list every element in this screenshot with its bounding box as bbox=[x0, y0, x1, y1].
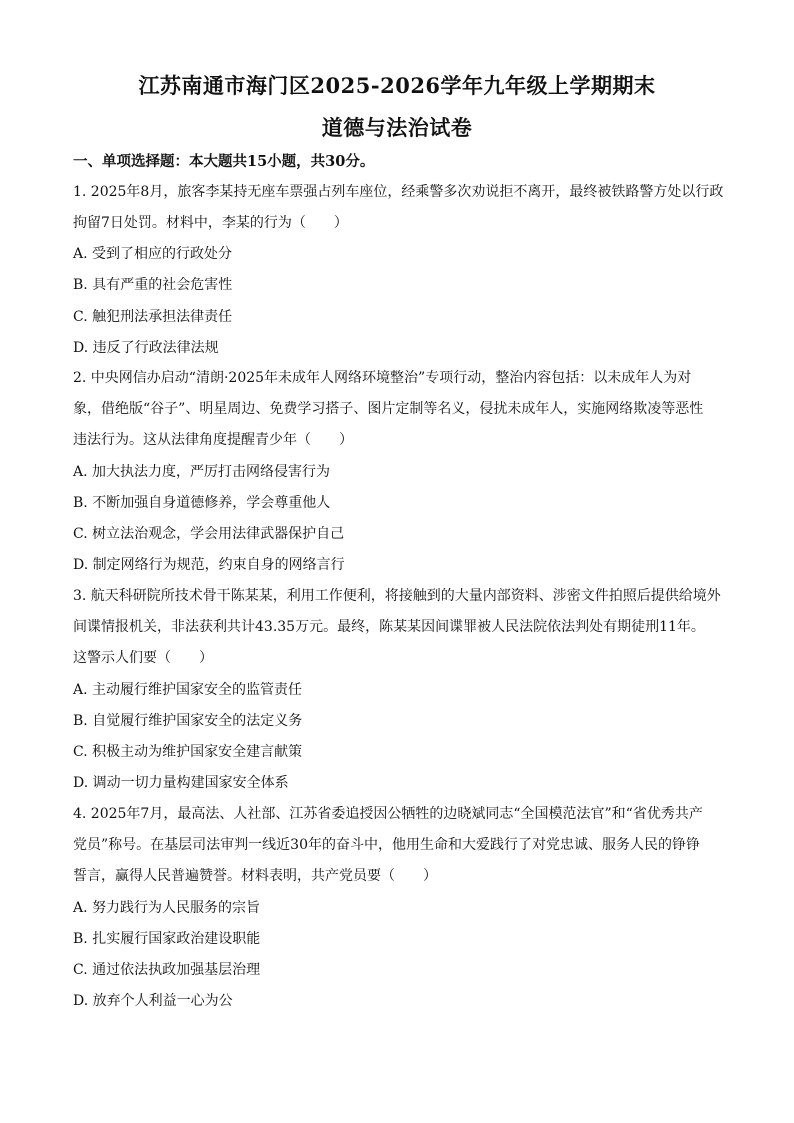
question-3-stem-line-2: 间谍情报机关，非法获利共计43.35万元。最终，陈某某因间谍罪被人民法院依法判处有期徒刑11年。 bbox=[73, 619, 705, 635]
question-1-option-c: C. 触犯刑法承担法律责任 bbox=[73, 309, 233, 325]
question-2-option-a: A. 加大执法力度，严厉打击网络侵害行为 bbox=[73, 464, 331, 480]
question-2-stem-line-3: 违法行为。这从法律角度提醒青少年（ ） bbox=[73, 432, 353, 448]
question-3-option-b: B. 自觉履行维护国家安全的法定义务 bbox=[73, 713, 303, 729]
question-1-option-b: B. 具有严重的社会危害性 bbox=[73, 277, 233, 293]
question-3-stem-line-1: 3. 航天科研院所技术骨干陈某某，利用工作便利，将接触到的大量内部资料、涉密文件拍照后提供给境外 bbox=[73, 588, 721, 604]
exam-subtitle: 道德与法治试卷 bbox=[321, 115, 473, 140]
question-2-option-d: D. 制定网络行为规范，约束自身的网络言行 bbox=[73, 557, 345, 573]
question-1-stem-line-1: 1. 2025年8月，旅客李某持无座车票强占列车座位，经乘警多次劝说拒不离开，最终被铁路警方处以行政 bbox=[73, 184, 724, 200]
question-2-option-c: C. 树立法治观念，学会用法律武器保护自己 bbox=[73, 526, 345, 542]
question-3-stem-line-3: 这警示人们要（ ） bbox=[73, 650, 213, 666]
question-4-option-b: B. 扎实履行国家政治建设职能 bbox=[73, 931, 261, 947]
question-4-option-c: C. 通过依法执政加强基层治理 bbox=[73, 962, 261, 978]
question-1-stem-line-2: 拘留7日处罚。材料中，李某的行为（ ） bbox=[73, 215, 348, 231]
question-1-option-a: A. 受到了相应的行政处分 bbox=[73, 246, 233, 262]
exam-title: 江苏南通市海门区2025-2026学年九年级上学期期末 bbox=[138, 73, 656, 98]
question-1-option-d: D. 违反了行政法律法规 bbox=[73, 340, 219, 356]
question-2-option-b: B. 不断加强自身道德修养，学会尊重他人 bbox=[73, 495, 331, 511]
question-3-option-a: A. 主动履行维护国家安全的监管责任 bbox=[73, 682, 303, 698]
question-4-stem-line-2: 党员”称号。在基层司法审判一线近30年的奋斗中，他用生命和大爱践行了对党忠诚、服务人民的铮铮 bbox=[73, 837, 700, 853]
question-2-stem-line-2: 象，借绝版“谷子”、明星周边、免费学习搭子、图片定制等名义，侵扰未成年人，实施网络欺凌等恶性 bbox=[73, 401, 704, 417]
question-4-stem-line-1: 4. 2025年7月，最高法、人社部、江苏省委追授因公牺牲的边晓斌同志“全国模范法官”和“省优秀共产 bbox=[73, 806, 703, 822]
question-4-option-a: A. 努力践行为人民服务的宗旨 bbox=[73, 900, 261, 916]
question-3-option-c: C. 积极主动为维护国家安全建言献策 bbox=[73, 744, 303, 760]
question-2-stem-line-1: 2. 中央网信办启动“清朗·2025年未成年人网络环境整治”专项行动，整治内容包括：以未成年人为对 bbox=[73, 370, 692, 386]
section-heading: 一、单项选择题：本大题共15小题，共30分。 bbox=[73, 153, 375, 170]
question-4-stem-line-3: 誓言，赢得人民普遍赞誉。材料表明，共产党员要（ ） bbox=[73, 868, 437, 884]
question-3-option-d: D. 调动一切力量构建国家安全体系 bbox=[73, 775, 289, 791]
question-4-option-d: D. 放弃个人利益一心为公 bbox=[73, 993, 233, 1009]
